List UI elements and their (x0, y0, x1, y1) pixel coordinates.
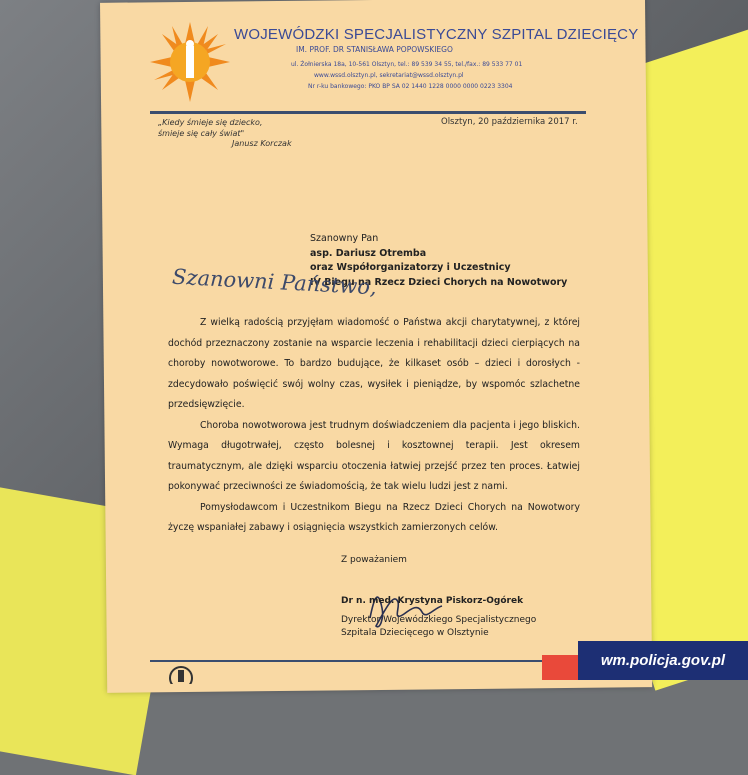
hospital-web: www.wssd.olsztyn.pl, sekretariat@wssd.olsztyn.pl (314, 72, 464, 79)
quote-line-2: śmieje się cały świat" (158, 129, 245, 138)
footer-rule (150, 660, 580, 662)
quote-line-1: „Kiedy śmieje się dziecko, (158, 118, 263, 127)
handwritten-salutation: Szanowni Państwo, (171, 264, 378, 300)
closing: Z poważaniem (341, 555, 407, 565)
footer-logo-icon (166, 664, 196, 684)
signer-role (341, 614, 536, 640)
letter-date: Olsztyn, 20 października 2017 r. (441, 117, 578, 127)
body-paragraph-1: Z wielką radością przyjęłam wiadomość o Państwa akcji charytatywnej, z której dochód przeznaczony zostanie na wsparcie leczenia i rehabilitacji dzieci cierpiących na choroby nowotworowe. To bardzo budujące, że kilkaset osób – dzieci i dorosłych - zdecydowało poświęcić swój wolny czas, wysiłek i pieniądze, by wspomóc szlachetne przedsięwzięcie. (168, 317, 580, 410)
recipient-name: asp. Dariusz Otremba (310, 247, 427, 259)
red-corner-mark (542, 655, 578, 680)
source-watermark: wm.policja.gov.pl (578, 641, 748, 680)
hospital-name: WOJEWÓDZKI SPECJALISTYCZNY SZPITAL DZIECIĘCY (234, 26, 639, 43)
signer-role-line-2: Szpitala Dziecięcego w Olsztynie (341, 628, 489, 638)
hospital-bank: Nr r-ku bankowego: PKO BP SA 02 1440 1228 0000 0000 0223 3304 (308, 83, 513, 90)
hospital-subtitle: IM. PROF. DR STANISŁAWA POPOWSKIEGO (296, 45, 453, 54)
hospital-address: ul. Żołnierska 18a, 10-561 Olsztyn, tel.: 89 539 34 55, tel./fax.: 89 533 77 01 (291, 61, 523, 68)
sun-logo-icon (150, 22, 230, 102)
signer-name: Dr n. med. Krystyna Piskorz-Ogórek (341, 596, 524, 606)
letter-body (168, 313, 580, 539)
recipient-line-2: oraz Współorganizatorzy i Uczestnicy (310, 262, 511, 273)
korczak-quote (158, 117, 262, 139)
recipient-line-3: IV Biegu na Rzecz Dzieci Chorych na Nowotwory (310, 276, 568, 288)
signer-role-line-1: Dyrektor Wojewódzkiego Specjalistycznego (341, 615, 537, 625)
body-paragraph-3: Pomysłodawcom i Uczestnikom Biegu na Rzecz Dzieci Chorych na Nowotwory życzę wspaniałej zabawy i osiągnięcia wszystkich zamierzonych celów. (168, 501, 580, 533)
body-paragraph-2: Choroba nowotworowa jest trudnym doświadczeniem dla pacjenta i jego bliskich. Wymaga długotrwałej, często bolesnej i kosztownej terapii. Jest okresem traumatycznym, ale dzięki wsparciu otoczenia łatwiej przejść przez ten proces. Łatwiej pokonywać przeciwności ze świadomością, że tak wielu ludzi jest z nami. (168, 419, 580, 492)
recipient-greeting: Szanowny Pan (310, 233, 379, 244)
header-rule (150, 111, 586, 114)
quote-author: Janusz Korczak (232, 139, 292, 148)
